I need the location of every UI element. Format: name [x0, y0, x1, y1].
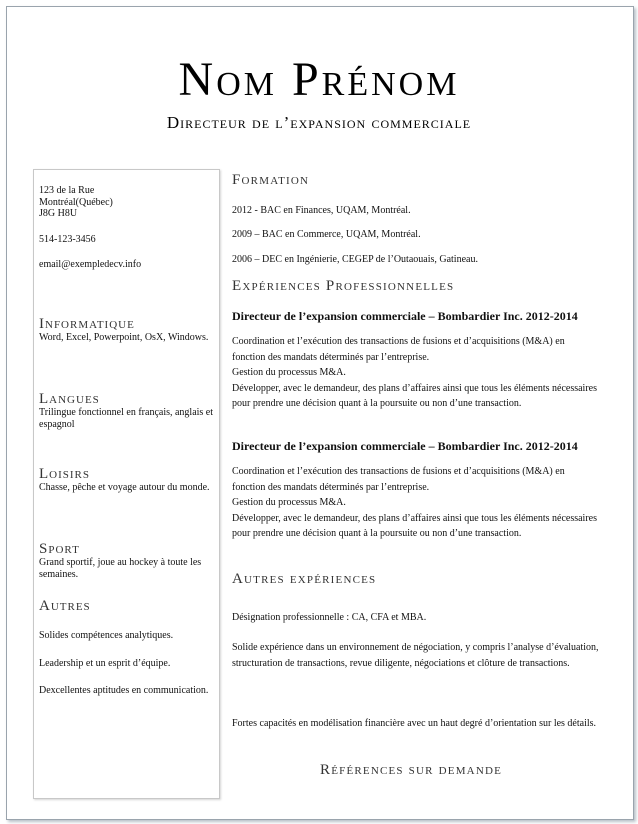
langues-heading: Langues: [39, 391, 100, 407]
loisirs-heading: Loisirs: [39, 466, 91, 482]
autres-item: Solides compétences analytiques.: [39, 630, 174, 641]
langues-block: [39, 391, 215, 430]
autres-experiences-heading: Autres expériences: [232, 571, 377, 587]
autres-experience-item: Solide expérience dans un environnement de négociation, y compris l’analyse d’évaluation, structuration de transactions, revue diligente, négociations et clôture de transactions.: [232, 642, 599, 669]
job-task: Développer, avec le demandeur, des plans d’affaires ainsi que tous les éléments nécessaires pour prendre une décision quant à la poursuite ou non d’une transaction.: [232, 382, 597, 409]
contact-phone: 514-123-3456: [39, 233, 96, 245]
candidate-name: Nom Prénom: [178, 53, 460, 106]
informatique-text: Word, Excel, Powerpoint, OsX, Windows.: [39, 332, 209, 343]
job-summary: Coordination et l’exécution des transactions de fusions et d’acquisitions (M&A) en fonction des mandats déterminés par l’entreprise.: [232, 336, 565, 363]
job-title: Directeur de l’expansion commerciale – Bombardier Inc. 2012-2014: [232, 309, 578, 323]
autres-item: Leadership et un esprit d’équipe.: [39, 657, 171, 669]
job-task: Gestion du processus M&A.: [232, 497, 346, 508]
contact-postal: J8G H8U: [39, 208, 78, 219]
autres-experience-item: Désignation professionnelle : CA, CFA et MBA.: [232, 612, 427, 623]
job-title: Directeur de l’expansion commerciale – Bombardier Inc. 2012-2014: [232, 439, 578, 453]
informatique-heading: Informatique: [39, 316, 135, 332]
sidebar: [33, 169, 220, 799]
candidate-title: Directeur de l’expansion commerciale: [166, 113, 472, 132]
sport-text: Grand sportif, joue au hockey à toute les semaines.: [39, 557, 202, 580]
contact-city: Montréal(Québec): [39, 196, 113, 208]
job-task: Gestion du processus M&A.: [232, 367, 346, 378]
loisirs-block: [39, 466, 215, 494]
job-task: Développer, avec le demandeur, des plans d’affaires ainsi que tous les éléments nécessaires pour prendre une décision quant à la poursuite ou non d’une transaction.: [232, 512, 597, 539]
formation-heading: Formation: [232, 172, 310, 188]
experiences-heading: Expériences Professionnelles: [232, 278, 455, 294]
job-summary: Coordination et l’exécution des transactions de fusions et d’acquisitions (M&A) en fonction des mandats déterminés par l’entreprise.: [232, 466, 565, 493]
formation-item: 2012 - BAC en Finances, UQAM, Montréal.: [232, 205, 411, 216]
job-description: [232, 334, 600, 412]
autres-item: Dexcellentes aptitudes en communication.: [39, 685, 209, 696]
references-line: Références sur demande: [320, 762, 503, 778]
formation-item: 2006 – DEC en Ingénierie, CEGEP de l’Outaouais, Gatineau.: [232, 254, 478, 265]
contact-email: email@exempledecv.info: [39, 259, 142, 270]
informatique-block: [39, 316, 215, 344]
contact-street: 123 de la Rue: [39, 185, 95, 196]
sport-block: [39, 541, 215, 580]
contact-block: [39, 185, 215, 271]
langues-text: Trilingue fonctionnel en français, anglais et espagnol: [39, 407, 214, 430]
formation-item: 2009 – BAC en Commerce, UQAM, Montréal.: [232, 229, 421, 240]
job-description: [232, 464, 600, 542]
autres-block: [39, 598, 215, 697]
autres-heading: Autres: [39, 598, 91, 614]
sport-heading: Sport: [39, 541, 80, 557]
autres-experience-item: Fortes capacités en modélisation financière avec un haut degré d’orientation sur les détails.: [232, 718, 597, 729]
loisirs-text: Chasse, pêche et voyage autour du monde.: [39, 482, 210, 493]
